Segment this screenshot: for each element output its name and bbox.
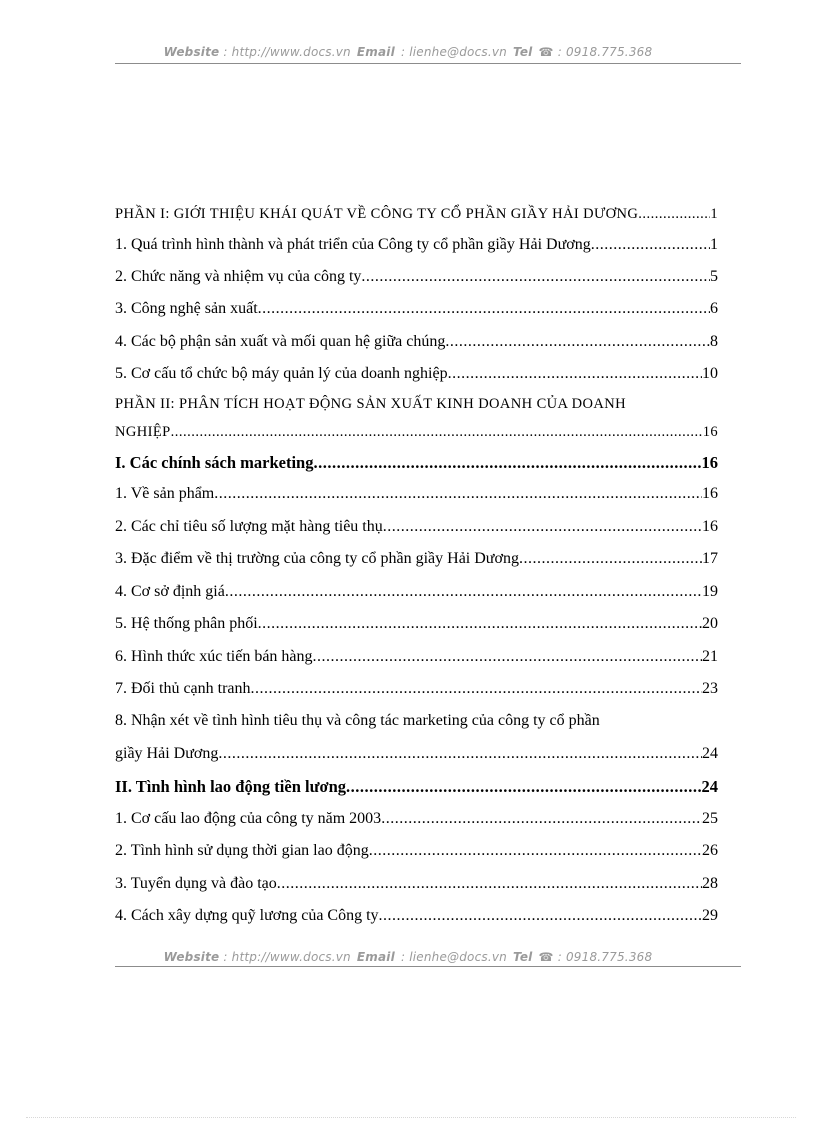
toc-entry-page: 23 [702, 680, 718, 697]
toc-leader-dots [591, 236, 710, 254]
toc-leader-dots [381, 810, 702, 828]
page-header [0, 45, 816, 59]
toc-entry-title: 2. Tình hình sử dụng thời gian lao động [115, 842, 369, 859]
phone-icon: ☎ [538, 45, 554, 59]
page-edge-divider [26, 1117, 796, 1118]
header-tel-label: Tel [513, 45, 533, 59]
toc-entry-8-line1[interactable]: 8. Nhận xét về tình hình tiêu thụ và công tác marketing của công ty cổ phần [115, 712, 600, 729]
toc-entry-title: 5. Cơ cấu tổ chức bộ máy quản lý của doanh nghiệp [115, 365, 448, 382]
toc-entry-title: 6. Hình thức xúc tiến bán hàng [115, 648, 313, 665]
toc-entry-title: 1. Về sản phẩm [115, 485, 215, 502]
header-email-label: Email [356, 45, 395, 59]
toc-entry-title: 2. Chức năng và nhiệm vụ của công ty [115, 268, 362, 285]
toc-entry-title: I. Các chính sách marketing [115, 453, 314, 472]
toc-entry-page: 16 [702, 424, 718, 440]
toc-leader-dots [277, 875, 702, 893]
toc-entry-title: 3. Công nghệ sản xuất [115, 300, 258, 317]
toc-entry-page: 1 [710, 236, 718, 253]
footer-tel-value: : 0918.775.368 [557, 950, 653, 964]
header-website-url[interactable]: : http://www.docs.vn [223, 45, 351, 59]
toc-entry-page: 16 [702, 485, 718, 502]
footer-email-value[interactable]: : lienhe@docs.vn [400, 950, 507, 964]
toc-leader-dots [258, 300, 710, 318]
toc-entry-page: 24 [701, 777, 718, 796]
header-tel-value: : 0918.775.368 [557, 45, 653, 59]
toc-leader-dots [313, 453, 701, 473]
toc-entry-page: 10 [702, 365, 718, 382]
toc-entry-title: NGHIỆP [115, 424, 171, 440]
toc-entry[interactable] [115, 365, 718, 383]
toc-leader-dots [638, 206, 710, 223]
toc-entry-title: giầy Hải Dương [115, 745, 219, 762]
toc-entry-part-1[interactable] [115, 206, 718, 223]
footer-website-label: Website [163, 950, 220, 964]
toc-entry-page: 16 [702, 518, 718, 535]
toc-entry-page: 17 [702, 550, 718, 567]
toc-entry-section-1[interactable] [115, 453, 718, 473]
toc-entry-title: 2. Các chỉ tiêu số lượng mặt hàng tiêu thụ [115, 518, 383, 535]
header-email-value[interactable]: : lienhe@docs.vn [400, 45, 507, 59]
toc-entry[interactable] [115, 842, 718, 860]
toc-leader-dots [519, 550, 702, 568]
footer-email-label: Email [356, 950, 395, 964]
toc-entry-page: 20 [702, 615, 718, 632]
page-footer [0, 950, 816, 964]
toc-leader-dots [361, 268, 710, 286]
toc-entry[interactable] [115, 615, 718, 633]
toc-leader-dots [383, 518, 702, 536]
toc-entry[interactable] [115, 518, 718, 536]
toc-entry-page: 21 [702, 648, 718, 665]
toc-entry-page: 16 [701, 453, 718, 472]
toc-entry[interactable] [115, 907, 718, 925]
toc-entry-title: 4. Cách xây dựng quỹ lương của Công ty [115, 907, 379, 924]
toc-leader-dots [251, 680, 702, 698]
toc-entry-title: 4. Các bộ phận sản xuất và mối quan hệ giữa chúng [115, 333, 446, 350]
toc-entry-title: 5. Hệ thống phân phối [115, 615, 258, 632]
footer-rule [115, 966, 741, 967]
toc-entry-page: 25 [702, 810, 718, 827]
toc-leader-dots [445, 333, 710, 351]
toc-entry-title: PHẦN I: GIỚI THIỆU KHÁI QUÁT VỀ CÔNG TY CỔ PHẦN GIẦY HẢI DƯƠNG [115, 206, 639, 222]
toc-entry-page: 26 [702, 842, 718, 859]
toc-leader-dots [218, 745, 702, 763]
toc-entry-title: 4. Cơ sở định giá [115, 583, 225, 600]
toc-leader-dots [214, 485, 702, 503]
footer-website-url[interactable]: : http://www.docs.vn [223, 950, 351, 964]
toc-entry[interactable] [115, 583, 718, 601]
toc-entry-title: 1. Quá trình hình thành và phát triển của Công ty cổ phần giầy Hải Dương [115, 236, 591, 253]
toc-entry-page: 6 [710, 300, 718, 317]
toc-entry-page: 5 [710, 268, 718, 285]
toc-entry[interactable] [115, 875, 718, 893]
toc-entry[interactable] [115, 236, 718, 254]
toc-entry-page: 8 [710, 333, 718, 350]
toc-entry[interactable] [115, 550, 718, 568]
toc-entry-page: 1 [710, 206, 718, 222]
toc-entry-8[interactable] [115, 745, 718, 763]
toc-leader-dots [225, 583, 702, 601]
toc-entry-title: 3. Tuyển dụng và đào tạo [115, 875, 277, 892]
toc-leader-dots [346, 777, 701, 797]
toc-leader-dots [369, 842, 702, 860]
toc-entry-title: 1. Cơ cấu lao động của công ty năm 2003 [115, 810, 382, 827]
toc-entry[interactable] [115, 810, 718, 828]
toc-entry[interactable] [115, 485, 718, 503]
toc-entry-part-2[interactable] [115, 424, 718, 441]
toc-entry-title: 3. Đặc điểm về thị trường của công ty cổ phần giầy Hải Dương [115, 550, 519, 567]
toc-entry-part-2-line1[interactable]: PHẦN II: PHÂN TÍCH HOẠT ĐỘNG SẢN XUẤT KINH DOANH CỦA DOANH [115, 396, 626, 412]
toc-entry[interactable] [115, 333, 718, 351]
toc-entry-page: 29 [702, 907, 718, 924]
toc-entry[interactable] [115, 680, 718, 698]
toc-entry-title: 7. Đối thủ cạnh tranh [115, 680, 251, 697]
header-rule [115, 63, 741, 64]
toc-entry-title: II. Tình hình lao động tiền lương [115, 777, 347, 796]
toc-leader-dots [379, 907, 702, 925]
toc-entry-section-2[interactable] [115, 777, 718, 797]
toc-entry[interactable] [115, 300, 718, 318]
phone-icon: ☎ [538, 950, 554, 964]
toc-leader-dots [448, 365, 702, 383]
header-website-label: Website [163, 45, 220, 59]
footer-tel-label: Tel [513, 950, 533, 964]
toc-leader-dots [313, 648, 702, 666]
toc-leader-dots [258, 615, 702, 633]
toc-entry[interactable] [115, 268, 718, 286]
toc-entry-page: 19 [702, 583, 718, 600]
toc-entry[interactable] [115, 648, 718, 666]
toc-leader-dots [171, 424, 703, 441]
toc-entry-page: 28 [702, 875, 718, 892]
toc-entry-page: 24 [702, 745, 718, 762]
